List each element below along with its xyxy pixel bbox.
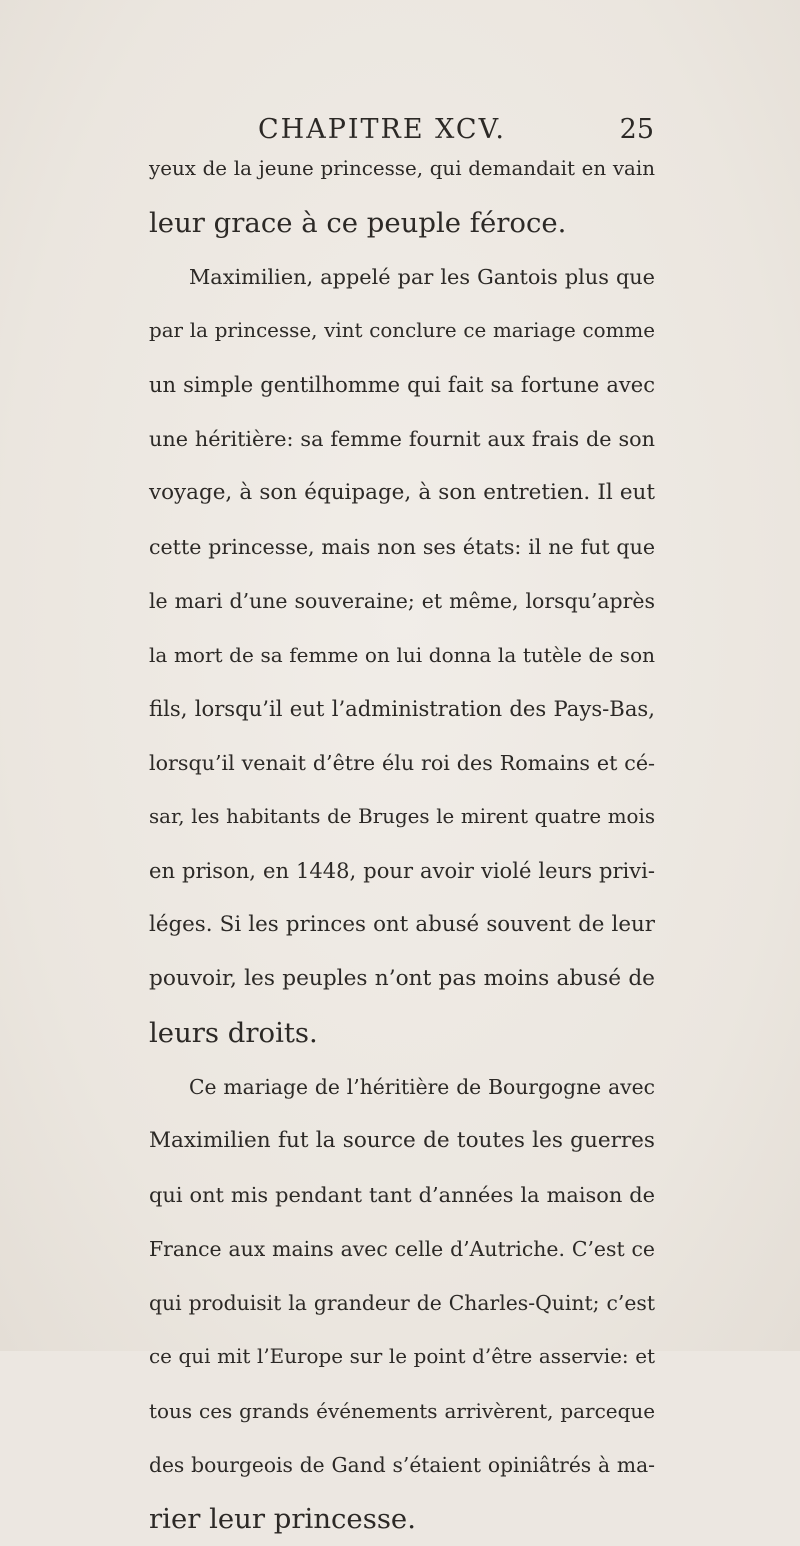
- body-text: [149, 142, 655, 1546]
- text-line: pouvoir, les peuples n’ont pas moins abusé de: [149, 966, 655, 991]
- text-line: fils, lorsqu’il eut l’administration des Pays-Bas,: [149, 696, 655, 721]
- text-line: qui ont mis pendant tant d’années la maison de: [149, 1183, 655, 1207]
- text-line: leur grace à ce peuple féroce.: [149, 207, 567, 239]
- text-line: France aux mains avec celle d’Autriche. C’est ce: [149, 1237, 655, 1261]
- text-line: yeux de la jeune princesse, qui demandait en vain: [149, 157, 655, 180]
- text-line: par la princesse, vint conclure ce mariage comme: [149, 319, 655, 342]
- text-line: Ce mariage de l’héritière de Bourgogne avec: [189, 1075, 655, 1099]
- text-line: la mort de sa femme on lui donna la tutèle de son: [149, 643, 655, 667]
- text-line: un simple gentilhomme qui fait sa fortune avec: [149, 372, 655, 397]
- text-line: léges. Si les princes ont abusé souvent de leur: [149, 912, 655, 937]
- text-line: ce qui mit l’Europe sur le point d’être asservie: et: [149, 1345, 655, 1368]
- text-line: leurs droits.: [149, 1017, 318, 1049]
- text-line: Maximilien, appelé par les Gantois plus que: [189, 265, 655, 289]
- text-line: rier leur princesse.: [149, 1503, 416, 1535]
- text-line: en prison, en 1448, pour avoir violé leurs privi-: [149, 858, 655, 883]
- text-line: le mari d’une souveraine; et même, lorsqu’après: [149, 589, 655, 613]
- page-number: 25: [619, 114, 654, 145]
- text-line: une héritière: sa femme fournit aux frais de son: [149, 427, 655, 451]
- text-line: lorsqu’il venait d’être élu roi des Romains et cé-: [149, 751, 655, 775]
- text-line: Maximilien fut la source de toutes les guerres: [149, 1128, 655, 1153]
- text-line: voyage, à son équipage, à son entretien. Il eut: [149, 480, 655, 505]
- text-line: des bourgeois de Gand s’étaient opiniâtrés à ma-: [149, 1453, 655, 1477]
- text-line: sar, les habitants de Bruges le mirent quatre mois: [149, 805, 655, 828]
- chapter-title: CHAPITRE XCV.: [258, 114, 506, 145]
- text-line: qui produisit la grandeur de Charles-Quint; c’est: [149, 1291, 655, 1315]
- text-line: tous ces grands événements arrivèrent, parceque: [149, 1399, 655, 1423]
- text-line: cette princesse, mais non ses états: il ne fut que: [149, 535, 655, 559]
